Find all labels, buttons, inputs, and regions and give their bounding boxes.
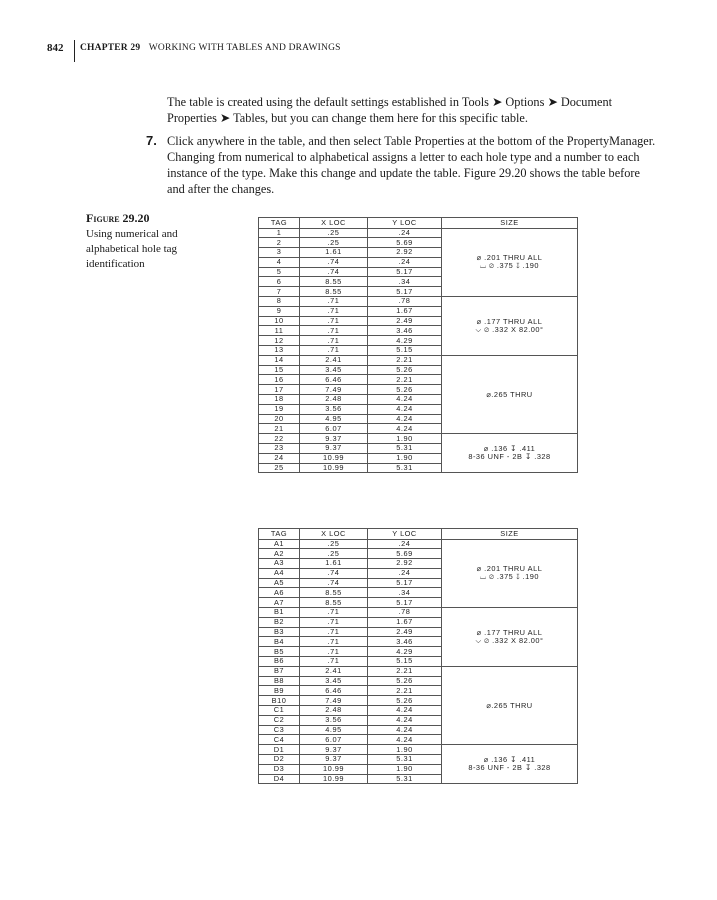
cell-x-loc: .74 <box>300 568 368 578</box>
cell-x-loc: 2.41 <box>300 355 368 365</box>
size-callout-line: ⌀ .177 THRU ALL <box>476 627 543 637</box>
cell-size <box>442 228 578 297</box>
cell-size <box>442 434 578 473</box>
cell-x-loc: .71 <box>300 316 368 326</box>
cell-tag: 8 <box>259 297 300 307</box>
cell-tag: B3 <box>259 627 300 637</box>
cell-x-loc: .71 <box>300 297 368 307</box>
cell-x-loc: .71 <box>300 306 368 316</box>
cell-tag: A1 <box>259 539 300 549</box>
cell-y-loc: 4.24 <box>368 414 442 424</box>
size-callout-line: ⌀ .201 THRU ALL <box>476 564 543 574</box>
hole-table-numerical <box>258 217 578 473</box>
header-y-loc: Y LOC <box>368 529 442 540</box>
cell-tag: 11 <box>259 326 300 336</box>
size-callout-line: ⌀ .136 ↧ .411 <box>483 444 536 454</box>
cell-tag: 6 <box>259 277 300 287</box>
cell-x-loc: .71 <box>300 617 368 627</box>
cell-size <box>442 539 578 608</box>
cell-x-loc: 8.55 <box>300 287 368 297</box>
cell-y-loc: 5.15 <box>368 346 442 356</box>
cell-tag: A4 <box>259 568 300 578</box>
cell-y-loc: .24 <box>368 257 442 267</box>
cell-y-loc: 5.17 <box>368 578 442 588</box>
cell-x-loc: 8.55 <box>300 588 368 598</box>
cell-y-loc: 5.26 <box>368 365 442 375</box>
cell-x-loc: 8.55 <box>300 598 368 608</box>
cell-x-loc: 10.99 <box>300 463 368 473</box>
step-7 <box>146 133 656 197</box>
cell-x-loc: .71 <box>300 608 368 618</box>
cell-y-loc: 4.24 <box>368 395 442 405</box>
table-row <box>259 608 578 618</box>
cell-tag: 16 <box>259 375 300 385</box>
cell-x-loc: .71 <box>300 336 368 346</box>
header-x-loc: X LOC <box>300 218 368 229</box>
cell-tag: 19 <box>259 404 300 414</box>
cell-y-loc: 5.31 <box>368 755 442 765</box>
cell-x-loc: 9.37 <box>300 444 368 454</box>
cell-x-loc: .25 <box>300 539 368 549</box>
cell-y-loc: 2.49 <box>368 627 442 637</box>
cell-tag: C4 <box>259 735 300 745</box>
cell-y-loc: 5.69 <box>368 238 442 248</box>
table-row <box>259 434 578 444</box>
size-callout-line: ⌀ .136 ↧ .411 <box>483 755 536 765</box>
cell-y-loc: 5.15 <box>368 657 442 667</box>
table-row <box>259 666 578 676</box>
cell-y-loc: 4.29 <box>368 647 442 657</box>
cell-y-loc: 4.24 <box>368 404 442 414</box>
header-x-loc: X LOC <box>300 529 368 540</box>
cell-tag: 20 <box>259 414 300 424</box>
cell-y-loc: 5.26 <box>368 385 442 395</box>
cell-x-loc: 10.99 <box>300 774 368 784</box>
cell-x-loc: .71 <box>300 627 368 637</box>
cell-x-loc: 2.48 <box>300 395 368 405</box>
cell-tag: 23 <box>259 444 300 454</box>
cell-tag: B6 <box>259 657 300 667</box>
cell-x-loc: 10.99 <box>300 764 368 774</box>
cell-y-loc: 1.90 <box>368 453 442 463</box>
cell-x-loc: .74 <box>300 578 368 588</box>
chapter-title: WORKING WITH TABLES AND DRAWINGS <box>148 43 341 53</box>
cell-x-loc: 9.37 <box>300 434 368 444</box>
figure-label: Figure 29.20 <box>86 211 150 225</box>
size-callout-line: ⌀.265 THRU <box>486 389 533 399</box>
header-size: SIZE <box>442 218 578 229</box>
cell-tag: A3 <box>259 559 300 569</box>
cell-size <box>442 666 578 744</box>
cell-x-loc: 10.99 <box>300 453 368 463</box>
cell-tag: A6 <box>259 588 300 598</box>
step-number: 7. <box>146 133 157 148</box>
cell-x-loc: 7.49 <box>300 696 368 706</box>
cell-y-loc: .24 <box>368 539 442 549</box>
cell-y-loc: 2.92 <box>368 559 442 569</box>
cell-tag: 13 <box>259 346 300 356</box>
cell-y-loc: 5.17 <box>368 598 442 608</box>
size-callout-line: 8-36 UNF - 2B ↧ .328 <box>468 763 551 773</box>
cell-x-loc: .71 <box>300 647 368 657</box>
table-body <box>259 228 578 473</box>
cell-tag: 25 <box>259 463 300 473</box>
cell-x-loc: 1.61 <box>300 559 368 569</box>
cell-y-loc: 4.29 <box>368 336 442 346</box>
cell-y-loc: 5.26 <box>368 676 442 686</box>
cell-size <box>442 608 578 667</box>
cell-tag: B9 <box>259 686 300 696</box>
size-callout-line: ⌴ ⌀ .375 ↧ .190 <box>480 572 539 582</box>
cell-y-loc: .78 <box>368 297 442 307</box>
cell-tag: B8 <box>259 676 300 686</box>
size-callout-line: ⌵ ⌀ .332 X 82.00° <box>475 635 544 645</box>
cell-size <box>442 297 578 356</box>
cell-x-loc: 3.56 <box>300 404 368 414</box>
cell-tag: B1 <box>259 608 300 618</box>
size-callout-line: ⌀ .177 THRU ALL <box>476 316 543 326</box>
cell-y-loc: 1.67 <box>368 306 442 316</box>
cell-tag: B7 <box>259 666 300 676</box>
cell-tag: 10 <box>259 316 300 326</box>
cell-y-loc: 5.17 <box>368 287 442 297</box>
cell-tag: B5 <box>259 647 300 657</box>
cell-y-loc: 5.26 <box>368 696 442 706</box>
cell-y-loc: 5.31 <box>368 463 442 473</box>
page-number: 842 <box>47 42 64 54</box>
table-header-row <box>259 218 578 229</box>
cell-y-loc: .78 <box>368 608 442 618</box>
cell-x-loc: .74 <box>300 257 368 267</box>
cell-tag: 21 <box>259 424 300 434</box>
cell-x-loc: 3.56 <box>300 715 368 725</box>
cell-y-loc: .24 <box>368 228 442 238</box>
table-row <box>259 539 578 549</box>
table-body <box>259 539 578 784</box>
figure-caption <box>86 211 211 272</box>
cell-tag: 4 <box>259 257 300 267</box>
cell-y-loc: 1.90 <box>368 434 442 444</box>
cell-x-loc: 6.46 <box>300 375 368 385</box>
header-divider <box>74 40 75 62</box>
header-tag: TAG <box>259 529 300 540</box>
cell-x-loc: .25 <box>300 549 368 559</box>
cell-y-loc: 4.24 <box>368 735 442 745</box>
cell-y-loc: 5.69 <box>368 549 442 559</box>
cell-size <box>442 745 578 784</box>
cell-tag: 18 <box>259 395 300 405</box>
cell-x-loc: 6.07 <box>300 735 368 745</box>
cell-y-loc: 2.21 <box>368 686 442 696</box>
cell-tag: 1 <box>259 228 300 238</box>
page-header <box>0 40 717 64</box>
cell-tag: 24 <box>259 453 300 463</box>
cell-y-loc: 1.67 <box>368 617 442 627</box>
cell-x-loc: 6.46 <box>300 686 368 696</box>
cell-x-loc: .71 <box>300 326 368 336</box>
size-callout-line: ⌴ ⌀ .375 ↧ .190 <box>480 261 539 271</box>
cell-y-loc: 5.31 <box>368 444 442 454</box>
cell-x-loc: 6.07 <box>300 424 368 434</box>
cell-tag: 15 <box>259 365 300 375</box>
size-callout-line: ⌀ .201 THRU ALL <box>476 253 543 263</box>
cell-y-loc: 5.31 <box>368 774 442 784</box>
cell-y-loc: 4.24 <box>368 706 442 716</box>
cell-y-loc: 4.24 <box>368 725 442 735</box>
header-tag: TAG <box>259 218 300 229</box>
cell-tag: B4 <box>259 637 300 647</box>
table-header-row <box>259 529 578 540</box>
cell-x-loc: .71 <box>300 637 368 647</box>
cell-y-loc: 2.49 <box>368 316 442 326</box>
cell-y-loc: 2.92 <box>368 248 442 258</box>
cell-x-loc: .71 <box>300 346 368 356</box>
cell-x-loc: 9.37 <box>300 745 368 755</box>
cell-tag: D1 <box>259 745 300 755</box>
size-callout-line: 8-36 UNF - 2B ↧ .328 <box>468 452 551 462</box>
cell-x-loc: 3.45 <box>300 676 368 686</box>
cell-x-loc: 7.49 <box>300 385 368 395</box>
cell-tag: 17 <box>259 385 300 395</box>
cell-y-loc: 2.21 <box>368 355 442 365</box>
hole-table-alphabetical <box>258 528 578 784</box>
cell-tag: 3 <box>259 248 300 258</box>
cell-tag: 9 <box>259 306 300 316</box>
cell-tag: A2 <box>259 549 300 559</box>
figure-caption-text: Using numerical and alphabetical hole tag identification <box>86 228 178 270</box>
table-row <box>259 228 578 238</box>
cell-tag: 7 <box>259 287 300 297</box>
table-row <box>259 745 578 755</box>
cell-y-loc: 1.90 <box>368 745 442 755</box>
cell-y-loc: 4.24 <box>368 424 442 434</box>
cell-x-loc: 8.55 <box>300 277 368 287</box>
cell-tag: C1 <box>259 706 300 716</box>
cell-tag: 22 <box>259 434 300 444</box>
cell-tag: A7 <box>259 598 300 608</box>
cell-tag: D4 <box>259 774 300 784</box>
cell-y-loc: 1.90 <box>368 764 442 774</box>
cell-tag: 14 <box>259 355 300 365</box>
cell-tag: C3 <box>259 725 300 735</box>
cell-x-loc: 4.95 <box>300 725 368 735</box>
size-callout-line: ⌵ ⌀ .332 X 82.00° <box>475 324 544 334</box>
header-y-loc: Y LOC <box>368 218 442 229</box>
cell-size <box>442 355 578 433</box>
cell-x-loc: 4.95 <box>300 414 368 424</box>
cell-x-loc: 2.41 <box>300 666 368 676</box>
cell-y-loc: 2.21 <box>368 375 442 385</box>
cell-tag: B2 <box>259 617 300 627</box>
cell-tag: 5 <box>259 267 300 277</box>
cell-y-loc: 3.46 <box>368 637 442 647</box>
cell-x-loc: 9.37 <box>300 755 368 765</box>
step-text: Click anywhere in the table, and then select Table Properties at the bottom of the PropertyManager. Changing from numerical to alphabetical assigns a letter to each hole type and a number to each instance of the type. Make this change and update the table. Figure 29.20 shows the table before and after the changes. <box>167 134 656 196</box>
cell-x-loc: 2.48 <box>300 706 368 716</box>
cell-x-loc: .74 <box>300 267 368 277</box>
header-size: SIZE <box>442 529 578 540</box>
cell-x-loc: .71 <box>300 657 368 667</box>
cell-x-loc: .25 <box>300 228 368 238</box>
cell-tag: D2 <box>259 755 300 765</box>
table-row <box>259 355 578 365</box>
cell-y-loc: .24 <box>368 568 442 578</box>
cell-x-loc: 1.61 <box>300 248 368 258</box>
cell-tag: D3 <box>259 764 300 774</box>
cell-tag: 12 <box>259 336 300 346</box>
cell-tag: B10 <box>259 696 300 706</box>
cell-tag: C2 <box>259 715 300 725</box>
cell-y-loc: 5.17 <box>368 267 442 277</box>
running-head <box>80 43 341 53</box>
cell-y-loc: .34 <box>368 277 442 287</box>
intro-paragraph: The table is created using the default settings established in Tools ➤ Options ➤ Document Properties ➤ Tables, but you can change them here for this specific table. <box>167 95 613 125</box>
cell-tag: A5 <box>259 578 300 588</box>
cell-y-loc: .34 <box>368 588 442 598</box>
cell-x-loc: 3.45 <box>300 365 368 375</box>
cell-y-loc: 4.24 <box>368 715 442 725</box>
cell-x-loc: .25 <box>300 238 368 248</box>
size-callout-line: ⌀.265 THRU <box>486 700 533 710</box>
chapter-label: CHAPTER 29 <box>80 43 141 53</box>
cell-tag: 2 <box>259 238 300 248</box>
table-row <box>259 297 578 307</box>
cell-y-loc: 3.46 <box>368 326 442 336</box>
cell-y-loc: 2.21 <box>368 666 442 676</box>
